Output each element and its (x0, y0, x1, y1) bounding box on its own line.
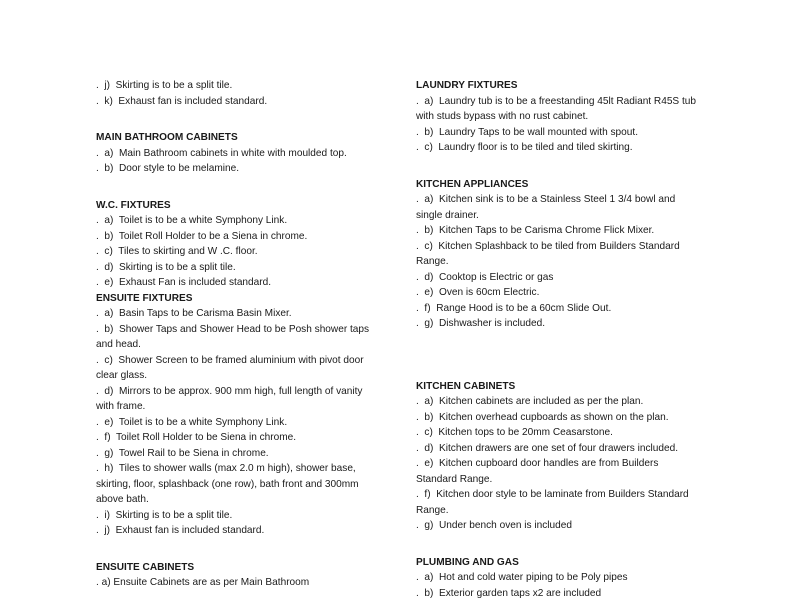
list-item: . e) Exhaust Fan is included standard. (96, 275, 391, 291)
list-item: with frame. (96, 399, 391, 415)
list-item: . e) Toilet is to be a white Symphony Link. (96, 415, 391, 431)
section-kitchen-cabinets (416, 379, 716, 534)
section-laundry-fixtures (416, 78, 716, 156)
list-item: . g) Towel Rail to be Siena in chrome. (96, 446, 391, 462)
main-bathroom-continued (96, 78, 391, 109)
list-item: . b) Toilet Roll Holder to be a Siena in chrome. (96, 229, 391, 245)
list-item: . a) Toilet is to be a white Symphony Link. (96, 213, 391, 229)
list-item: skirting, floor, splashback (one row), bath front and 300mm (96, 477, 391, 493)
section-heading: ENSUITE FIXTURES (96, 291, 391, 307)
list-item: Standard Range. (416, 472, 716, 488)
list-item: . a) Kitchen sink is to be a Stainless Steel 1 3/4 bowl and (416, 192, 716, 208)
list-item: . a) Hot and cold water piping to be Poly pipes (416, 570, 716, 586)
list-item: . c) Laundry floor is to be tiled and tiled skirting. (416, 140, 716, 156)
list-item: . a) Basin Taps to be Carisma Basin Mixer. (96, 306, 391, 322)
list-item: . a) Kitchen cabinets are included as per the plan. (416, 394, 716, 410)
list-item: Range. (416, 503, 716, 519)
section-heading: LAUNDRY FIXTURES (416, 78, 716, 94)
section-heading: MAIN BATHROOM CABINETS (96, 130, 391, 146)
list-item: Range. (416, 254, 716, 270)
section-heading: W.C. FIXTURES (96, 198, 391, 214)
list-item: . a) Laundry tub is to be a freestanding 45lt Radiant R45S tub (416, 94, 716, 110)
list-item: . h) Tiles to shower walls (max 2.0 m high), shower base, (96, 461, 391, 477)
list-item: . d) Cooktop is Electric or gas (416, 270, 716, 286)
list-item: . b) Exterior garden taps x2 are included (416, 586, 716, 601)
right-column (416, 78, 716, 601)
list-item: . a) Main Bathroom cabinets in white with moulded top. (96, 146, 391, 162)
list-item: . g) Under bench oven is included (416, 518, 716, 534)
list-item: . e) Kitchen cupboard door handles are from Builders (416, 456, 716, 472)
list-item: . c) Tiles to skirting and W .C. floor. (96, 244, 391, 260)
list-item: . j) Skirting is to be a split tile. (96, 78, 391, 94)
list-item: . b) Kitchen Taps to be Carisma Chrome Flick Mixer. (416, 223, 716, 239)
list-item: . d) Skirting is to be a split tile. (96, 260, 391, 276)
list-item: . b) Kitchen overhead cupboards as shown on the plan. (416, 410, 716, 426)
list-item: . b) Laundry Taps to be wall mounted with spout. (416, 125, 716, 141)
list-item: . d) Kitchen drawers are one set of four drawers included. (416, 441, 716, 457)
list-item: . c) Kitchen tops to be 20mm Ceasarstone. (416, 425, 716, 441)
section-heading: PLUMBING AND GAS (416, 555, 716, 571)
list-item: and head. (96, 337, 391, 353)
section-main-bathroom-cabinets (96, 130, 391, 177)
list-item: clear glass. (96, 368, 391, 384)
list-item: . f) Range Hood is to be a 60cm Slide Out. (416, 301, 716, 317)
list-item: with studs bypass with no rust cabinet. (416, 109, 716, 125)
list-item: . k) Exhaust fan is included standard. (96, 94, 391, 110)
list-item: . f) Toilet Roll Holder to be Siena in chrome. (96, 430, 391, 446)
list-item: . j) Exhaust fan is included standard. (96, 523, 391, 539)
section-wc-fixtures (96, 198, 391, 291)
section-ensuite-cabinets (96, 560, 391, 591)
list-item: . f) Kitchen door style to be laminate from Builders Standard (416, 487, 716, 503)
list-item: . g) Dishwasher is included. (416, 316, 716, 332)
list-item: . c) Shower Screen to be framed aluminium with pivot door (96, 353, 391, 369)
section-heading: KITCHEN APPLIANCES (416, 177, 716, 193)
section-heading: KITCHEN CABINETS (416, 379, 716, 395)
section-plumbing-and-gas (416, 555, 716, 601)
list-item: . e) Oven is 60cm Electric. (416, 285, 716, 301)
list-item: above bath. (96, 492, 391, 508)
list-item: . d) Mirrors to be approx. 900 mm high, full length of vanity (96, 384, 391, 400)
list-item: . b) Shower Taps and Shower Head to be Posh shower taps (96, 322, 391, 338)
list-item: single drainer. (416, 208, 716, 224)
section-ensuite-fixtures (96, 291, 391, 539)
section-kitchen-appliances (416, 177, 716, 332)
list-item: . a) Ensuite Cabinets are as per Main Bathroom (96, 575, 391, 591)
list-item: . b) Door style to be melamine. (96, 161, 391, 177)
list-item: . c) Kitchen Splashback to be tiled from Builders Standard (416, 239, 716, 255)
list-item: . i) Skirting is to be a split tile. (96, 508, 391, 524)
section-heading: ENSUITE CABINETS (96, 560, 391, 576)
left-column (96, 78, 391, 591)
